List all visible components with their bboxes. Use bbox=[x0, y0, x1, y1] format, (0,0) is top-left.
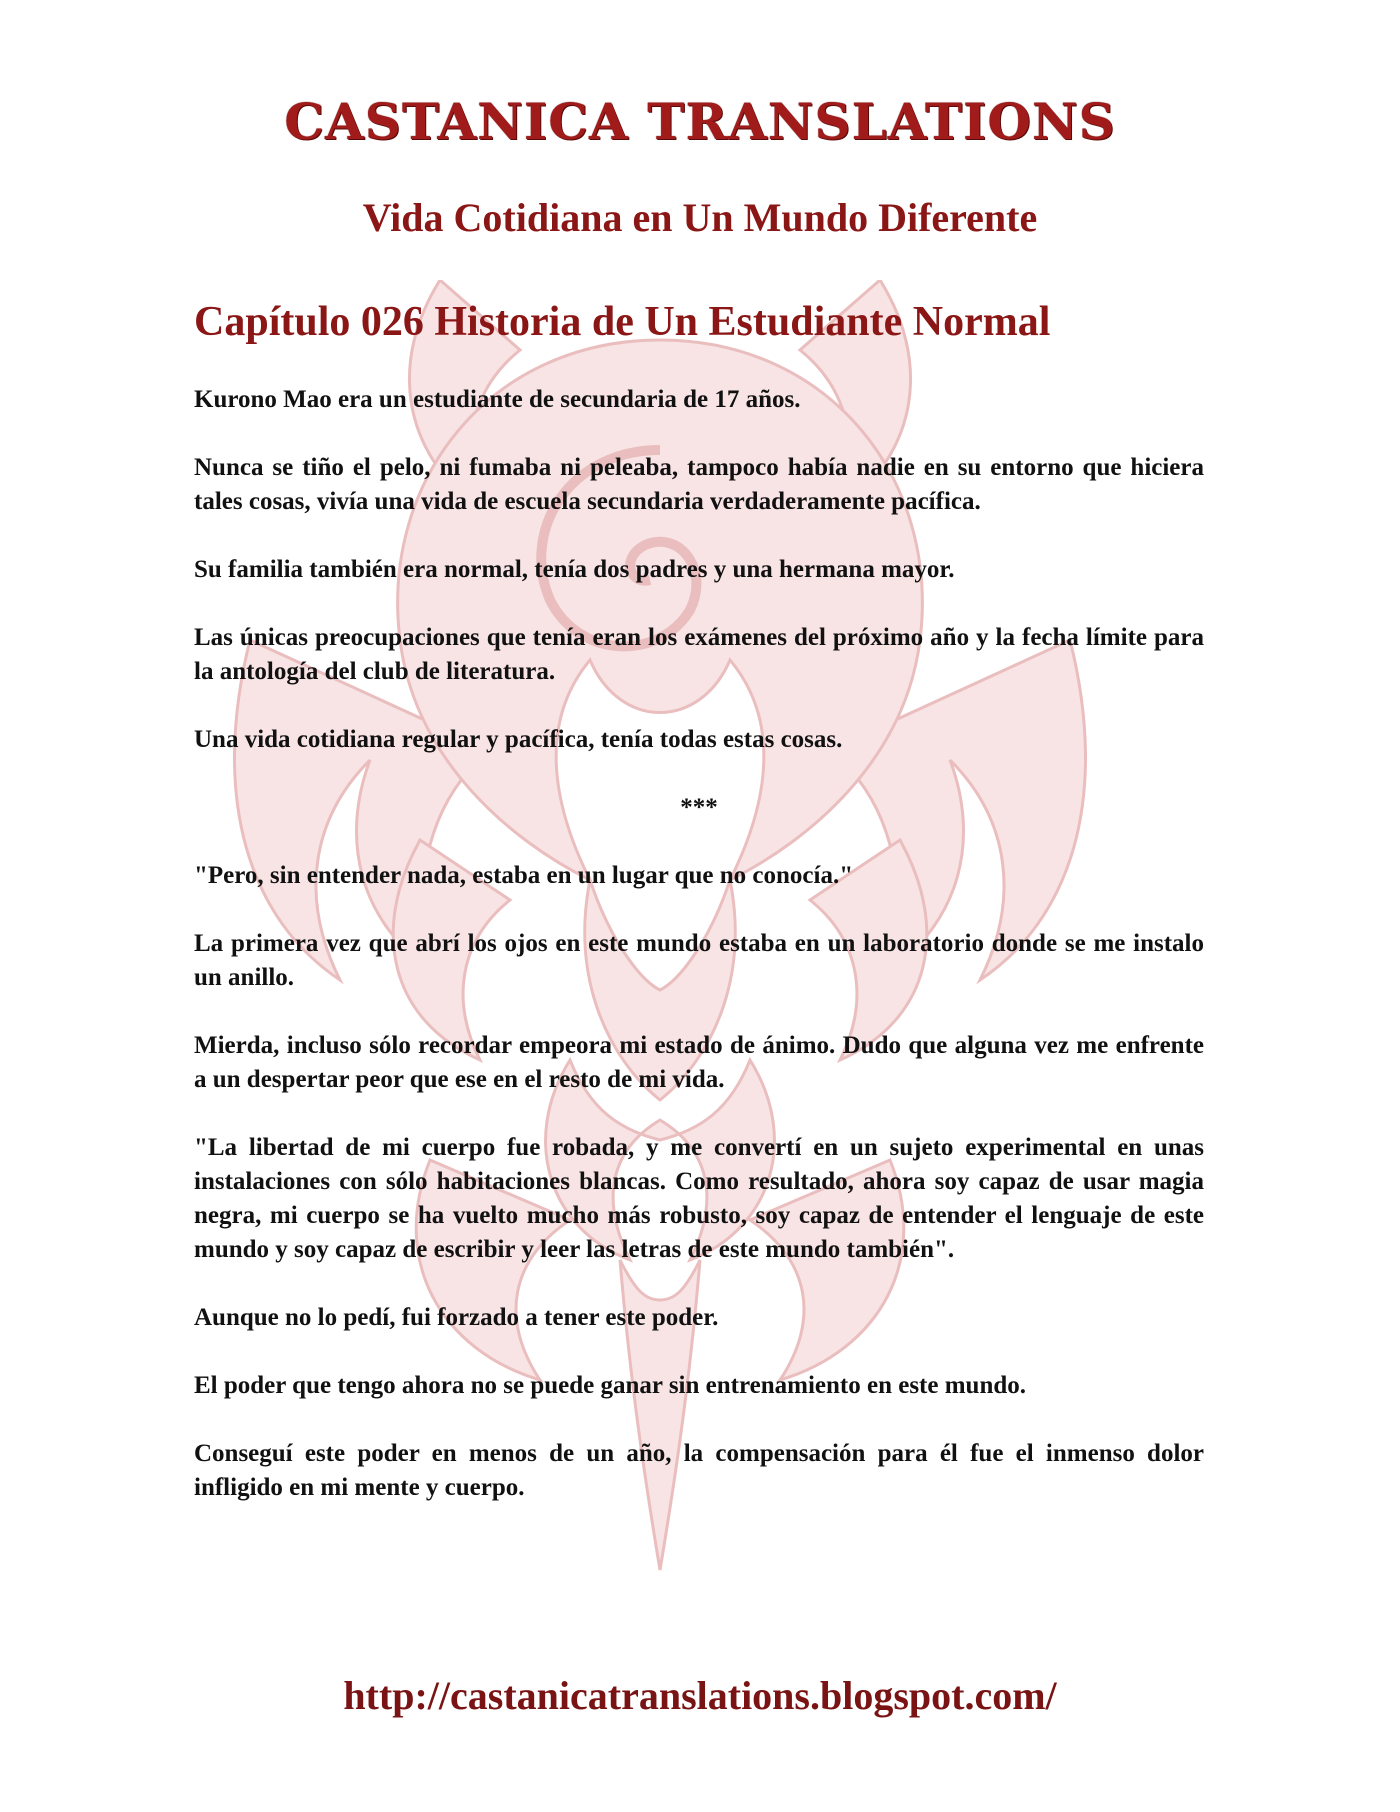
paragraph: El poder que tengo ahora no se puede ganar sin entrenamiento en este mundo. bbox=[194, 1372, 1027, 1399]
scene-separator: *** bbox=[680, 794, 718, 821]
brand-heading: CASTANICA TRANSLATIONS bbox=[284, 92, 1116, 151]
paragraph: Conseguí este poder en menos de un año, la compensación para él fue el inmenso dolor infligido en mi mente y cuerpo. bbox=[194, 1440, 1204, 1501]
paragraph: Aunque no lo pedí, fui forzado a tener este poder. bbox=[194, 1304, 719, 1331]
chapter-title: Capítulo 026 Historia de Un Estudiante Normal bbox=[194, 299, 1051, 345]
paragraph: "Pero, sin entender nada, estaba en un lugar que no conocía." bbox=[194, 862, 854, 889]
chapter-body bbox=[194, 383, 1204, 1539]
paragraph: La primera vez que abrí los ojos en este mundo estaba en un laboratorio donde se me instalo un anillo. bbox=[194, 930, 1204, 991]
series-title: Vida Cotidiana en Un Mundo Diferente bbox=[362, 195, 1038, 240]
paragraph: Su familia también era normal, tenía dos padres y una hermana mayor. bbox=[194, 556, 955, 583]
paragraph: Mierda, incluso sólo recordar empeora mi estado de ánimo. Dudo que alguna vez me enfrente a un despertar peor que ese en el resto de mi vida. bbox=[194, 1032, 1204, 1093]
paragraph: Una vida cotidiana regular y pacífica, tenía todas estas cosas. bbox=[194, 726, 843, 753]
paragraph: Kurono Mao era un estudiante de secundaria de 17 años. bbox=[194, 386, 801, 413]
paragraph: "La libertad de mi cuerpo fue robada, y me convertí en un sujeto experimental en unas instalaciones con sólo habitaciones blancas. Como resultado, ahora soy capaz de usar magia negra, mi cuerpo se ha vuelto mucho más robusto, soy capaz de entender el lenguaje de este mundo y soy capaz de escribir y leer las letras de este mundo también". bbox=[194, 1134, 1204, 1263]
blog-url-link[interactable]: http://castanicatranslations.blogspot.com/ bbox=[343, 1673, 1057, 1718]
paragraph: Las únicas preocupaciones que tenía eran los exámenes del próximo año y la fecha límite para la antología del club de literatura. bbox=[194, 624, 1204, 685]
paragraph: Nunca se tiño el pelo, ni fumaba ni peleaba, tampoco había nadie en su entorno que hiciera tales cosas, vivía una vida de escuela secundaria verdaderamente pacífica. bbox=[194, 454, 1204, 515]
